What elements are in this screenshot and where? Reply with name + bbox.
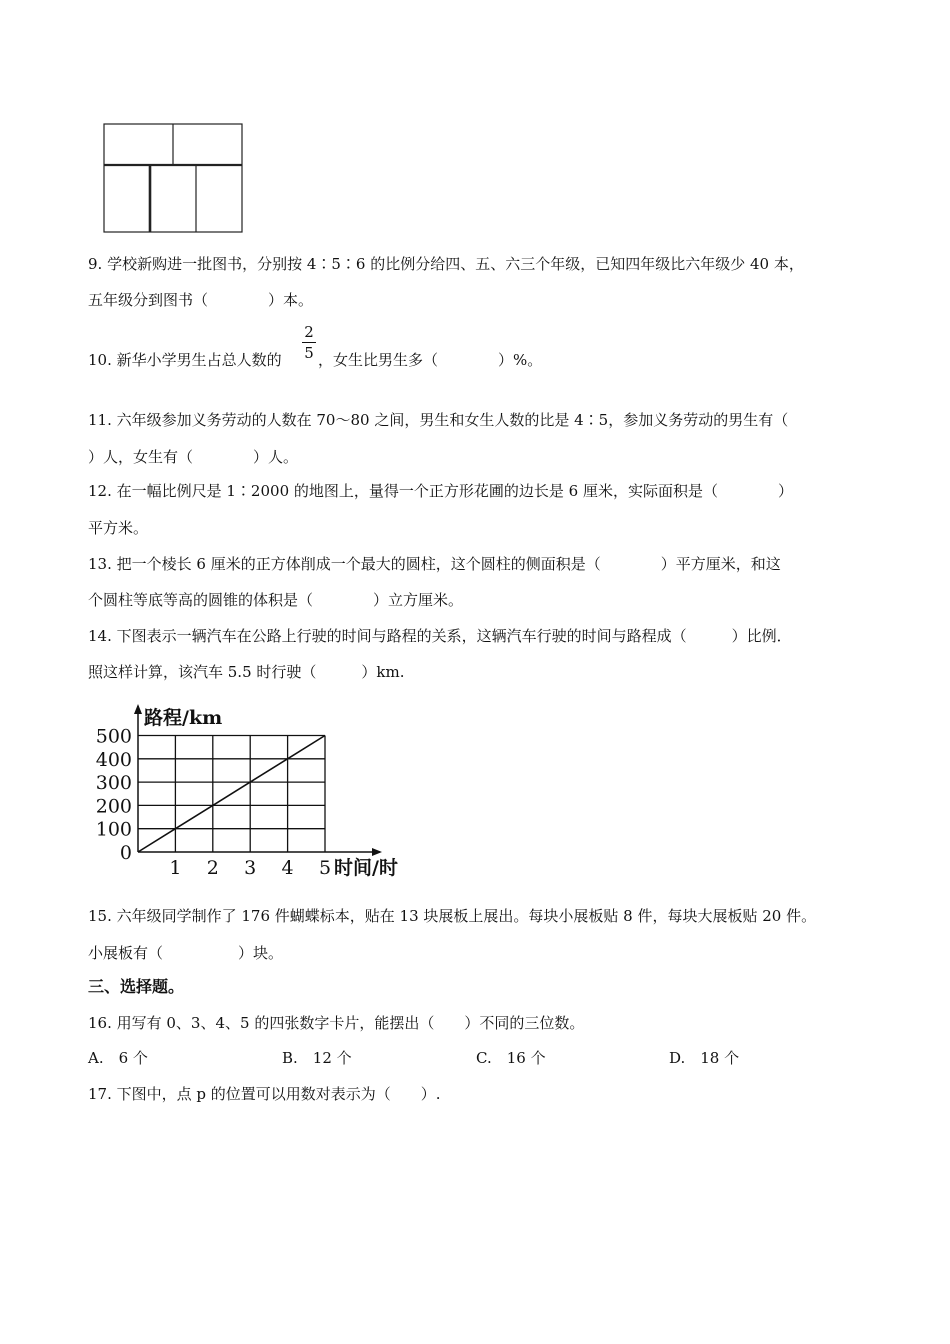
q10-text-part2: ，女生比男生多（ ）%。	[318, 351, 543, 369]
x-tick-label: 3	[244, 857, 257, 879]
y-tick-label: 0	[119, 842, 132, 864]
q13-line1: 13. 把一个棱长 6 厘米的正方体削成一个最大的圆柱，这个圆柱的侧面积是（ ）平方厘米，和这	[88, 555, 781, 573]
q12-line1: 12. 在一幅比例尺是 1∶2000 的地图上，量得一个正方形花圃的边长是 6 厘米，实际面积是（ ）	[88, 482, 793, 500]
x-tick-label: 5	[318, 857, 332, 879]
x-axis-arrow-icon	[372, 848, 382, 856]
q16-option-d[interactable]: D. 18 个	[669, 1049, 740, 1067]
y-axis-arrow-icon	[134, 704, 142, 714]
x-tick-label: 1	[169, 857, 182, 879]
y-tick-label: 400	[95, 748, 132, 771]
q12-line2: 平方米。	[88, 519, 149, 537]
q9-line2: 五年级分到图书（ ）本。	[88, 291, 314, 309]
q14-line1: 14. 下图表示一辆汽车在公路上行驶的时间与路程的关系，这辆汽车行驶的时间与路程成（ ）比例．	[88, 627, 792, 645]
q13-line2: 个圆柱等底等高的圆锥的体积是（ ）立方厘米。	[88, 591, 464, 609]
q14-line2: 照这样计算，该汽车 5.5 时行驶（ ）km.	[88, 663, 405, 681]
y-tick-label: 500	[95, 725, 132, 748]
q11-line1: 11. 六年级参加义务劳动的人数在 70～80 之间，男生和女生人数的比是 4∶5，参加义务劳动的男生有（	[88, 411, 789, 429]
x-tick-label: 2	[206, 857, 219, 879]
q15-line2: 小展板有（ ）块。	[88, 944, 284, 962]
y-axis-label: 路程/km	[144, 707, 223, 729]
q10-fraction	[302, 323, 316, 362]
q16-stem: 16. 用写有 0、3、4、5 的四张数字卡片，能摆出（ ）不同的三位数。	[88, 1014, 585, 1032]
y-tick-label: 100	[95, 818, 132, 841]
distance-time-chart	[90, 700, 420, 885]
q15-line1: 15. 六年级同学制作了 176 件蝴蝶标本，贴在 13 块展板上展出。每块小展板贴 8 件，每块大展板贴 20 件。	[88, 907, 817, 925]
q10-fraction-numerator: 2	[304, 323, 314, 341]
rectangle-diagram	[100, 120, 248, 236]
q10-fraction-denominator: 5	[304, 344, 314, 362]
q17-stem: 17. 下图中，点 p 的位置可以用数对表示为（ ）.	[88, 1085, 441, 1103]
x-tick-label: 4	[281, 857, 294, 879]
q16-option-b[interactable]: B. 12 个	[282, 1049, 352, 1067]
y-tick-label: 200	[95, 795, 132, 818]
q16-option-a[interactable]: A. 6 个	[88, 1049, 148, 1067]
section-title: 三、选择题。	[88, 977, 185, 996]
q16-option-c[interactable]: C. 16 个	[476, 1049, 546, 1067]
series-line	[138, 736, 325, 853]
q11-line2: ）人，女生有（ ）人。	[88, 448, 299, 466]
x-axis-label: 时间/时	[334, 857, 398, 879]
q10-text-part1: 10. 新华小学男生占总人数的	[88, 351, 282, 369]
q9-line1: 9. 学校新购进一批图书，分别按 4∶5∶6 的比例分给四、五、六三个年级，已知四年级比六年级少 40 本，	[88, 255, 804, 273]
y-tick-label: 300	[95, 772, 132, 795]
